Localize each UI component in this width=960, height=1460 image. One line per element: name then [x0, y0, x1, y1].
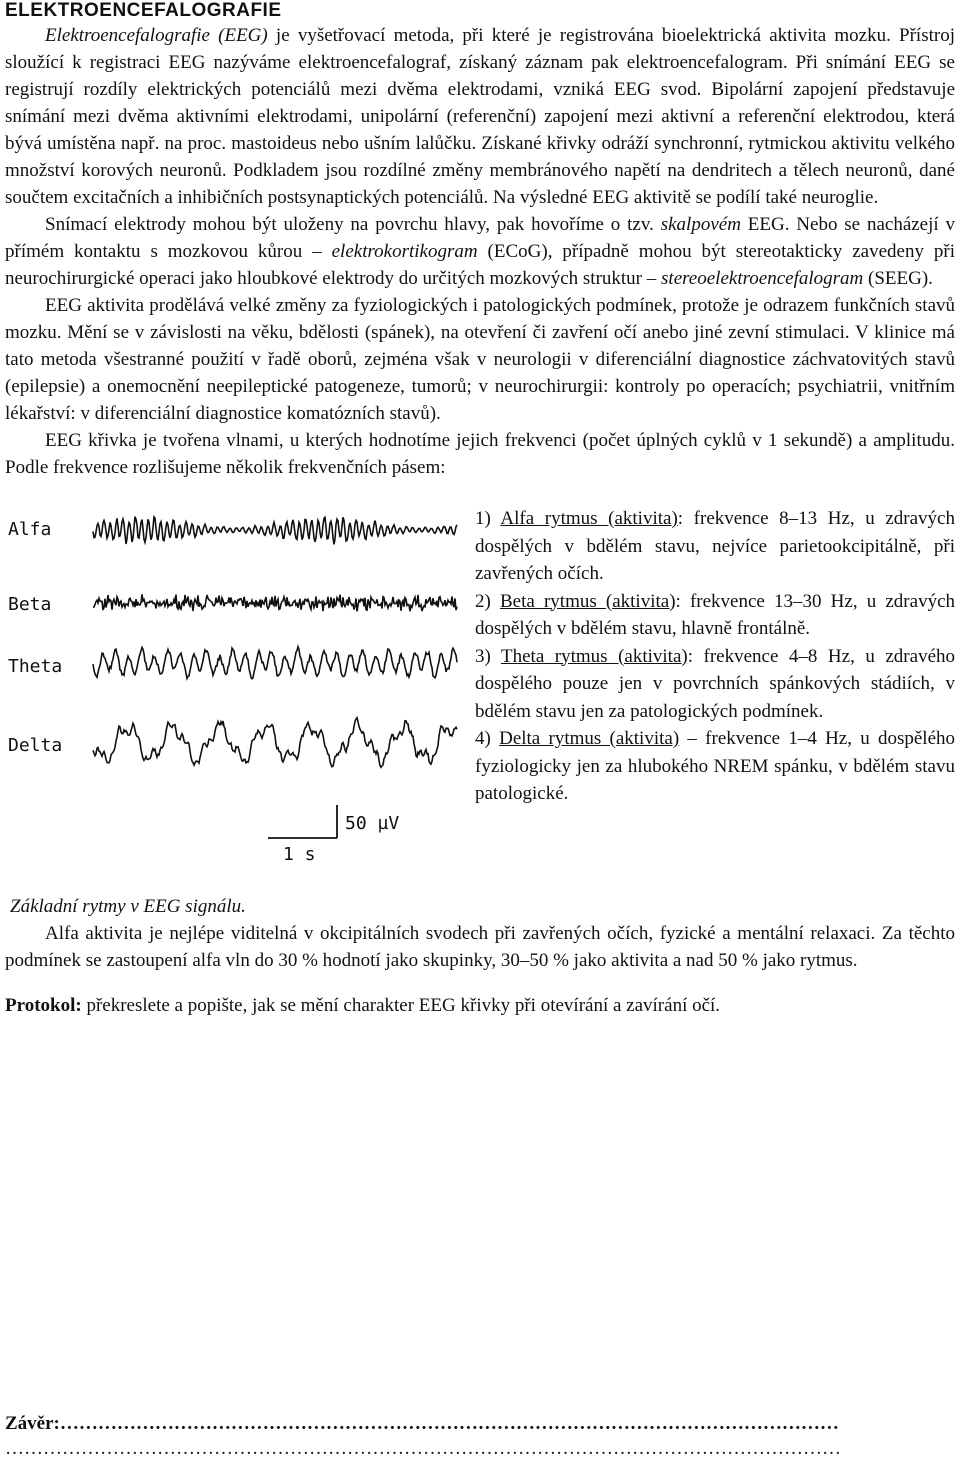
- zaver-dots-line-2: ……………………………………………………………………………………………………………………: [5, 1438, 841, 1459]
- term-seeg: stereoelektroencefalogram: [661, 268, 864, 289]
- beta-wave-trace: [93, 594, 457, 611]
- alfa-wave-trace: [93, 517, 457, 545]
- rhythm-number: 4): [475, 728, 500, 749]
- rhythm-number: 1): [475, 508, 501, 529]
- electrodes-text-3: (ECoG), případně mohou být stereotakticky zavedeny při neurochirurgické operaci jako hloubkové elektrody do určitých mozkových struktur –: [5, 241, 955, 289]
- rhythm-desc: : frekvence 4–8 Hz, u zdravého dospělého pouze jen v povrchních spánkových stádiích, v bdělém stavu jen za patologických podmínek.: [475, 645, 956, 722]
- delta-wave-trace: [93, 718, 457, 768]
- document-page: [5, 0, 955, 1019]
- label-delta: Delta: [8, 735, 63, 756]
- rhythm-item: [475, 643, 955, 726]
- rhythm-desc: : frekvence 13–30 Hz, u zdravých dospělých v bdělém stavu, hlavně frontálně.: [475, 590, 955, 639]
- theta-wave-trace: [93, 647, 457, 679]
- zaver-dots: ……………………………………………………………………………………………………………: [59, 1413, 839, 1434]
- eeg-rhythms-figure: [5, 505, 460, 875]
- protokol-text: překreslete a popište, jak se mění charakter EEG křivky při otevírání a zavírání očí.: [81, 995, 721, 1016]
- protokol-label: Protokol:: [5, 995, 82, 1016]
- figure-row: [5, 495, 955, 895]
- protokol-paragraph: [5, 992, 955, 1019]
- zaver-line: [5, 1410, 955, 1437]
- curve-paragraph: EEG křivka je tvořena vlnami, u kterých hodnotíme jejich frekvenci (počet úplných cyklů v 1 sekundě) a amplitudu. Podle frekvence rozlišujeme několik frekvenčních pásem:: [5, 430, 955, 478]
- rhythm-name: Beta rytmus (aktivita): [499, 590, 676, 612]
- rhythm-name: Delta rytmus (aktivita): [499, 728, 680, 749]
- rhythm-desc: – frekvence 1–4 Hz, u dospělého fyziologicky jen za hlubokého NREM spánku, v bdělém stavu patologické.: [475, 728, 956, 804]
- intro-paragraph: [5, 22, 955, 211]
- rhythm-list: [475, 505, 955, 808]
- intro-text: je vyšetřovací metoda, při které je registrována bioelektrická aktivita mozku. Přístroj sloužící k registraci EEG nazýváme elektroencefalograf, získaný záznam pak elektroencefalogram. Při snímání EEG se registrují rozdíly elektrických potenciálů mezi dvěma elektrodami, vzniká EEG svod. Bipolární zapojení představuje snímání mezi dvěma aktivními elektrodami, unipolární (referenční) zapojení mezi aktivní a referenční elektrodou, která bývá umístěna např. na proc. mastoideus nebo ušním lalůčku. Získané křivky odráží synchronní, rytmickou aktivitu velkého množství korových neuronů. Podkladem jsou rozdílné změny membránového napětí na dendritech a tělech neuronů, dané součtem excitačních a inhibičních postsynaptických potenciálů. Na výsledné EEG aktivitě se podílí také neuroglie.: [5, 25, 955, 208]
- label-beta: Beta: [8, 594, 52, 615]
- intro-term: Elektroencefalografie (EEG): [45, 25, 268, 46]
- electrodes-paragraph: [5, 211, 955, 292]
- rhythm-name: Alfa rytmus (aktivita): [500, 508, 678, 529]
- electrodes-text-1: Snímací elektrody mohou být uloženy na povrchu hlavy, pak hovoříme o tzv.: [45, 214, 661, 235]
- rhythm-desc: : frekvence 8–13 Hz, u zdravých dospělých v bdělém stavu, nejvíce parietookcipitálně, při zavřených očích.: [475, 508, 955, 584]
- term-skalpove: skalpovém: [660, 214, 741, 235]
- time-scale-label: 1 s: [283, 844, 316, 865]
- label-theta: Theta: [8, 656, 63, 677]
- amplitude-scale-label: 50 µV: [345, 813, 400, 834]
- term-ecog: elektrokortikogram: [331, 241, 478, 262]
- rhythm-item: [475, 588, 955, 643]
- alpha-paragraph: Alfa aktivita je nejlépe viditelná v okcipitálních svodech při zavřených očích, fyzické a mentální relaxaci. Za těchto podmínek se zastoupení alfa vln do 30 % hodnotí jako skupinky, 30–50 % jako aktivita a nad 50 % jako rytmus.: [5, 923, 955, 971]
- page-title: ELEKTROENCEFALOGRAFIE: [5, 0, 282, 21]
- label-alfa: Alfa: [8, 519, 52, 540]
- zaver-label: Závěr:: [5, 1413, 60, 1434]
- rhythm-name: Theta rytmus (aktivita): [501, 645, 688, 667]
- figure-caption: Základní rytmy v EEG signálu.: [10, 896, 246, 917]
- rhythm-number: 3): [475, 645, 502, 667]
- rhythm-item: [475, 725, 955, 808]
- rhythm-number: 2): [475, 590, 500, 612]
- activity-paragraph: EEG aktivita prodělává velké změny za fyziologických i patologických podmínek, protože je odrazem funkčních stavů mozku. Mění se v závislosti na věku, bdělosti (spánek), na otevření či zavření očí anebo jiné zevní stimulaci. V klinice má tato metoda všestranné použití v řadě oborů, zejména však v neurologii v diferenciální diagnostice záchvatovitých stavů (epilepsie) a onemocnění neepileptické patogeneze, tumorů; v neurochirurgii: kontroly po operacích; psychiatrii, vnitřním lékařství: v diferenciální diagnostice komatózních stavů).: [5, 295, 955, 424]
- electrodes-text-4: (SEEG).: [863, 268, 933, 289]
- rhythm-item: [475, 505, 955, 588]
- electrodes-text-2: EEG. Nebo se nacházejí v přímém kontaktu s mozkovou kůrou –: [5, 214, 956, 262]
